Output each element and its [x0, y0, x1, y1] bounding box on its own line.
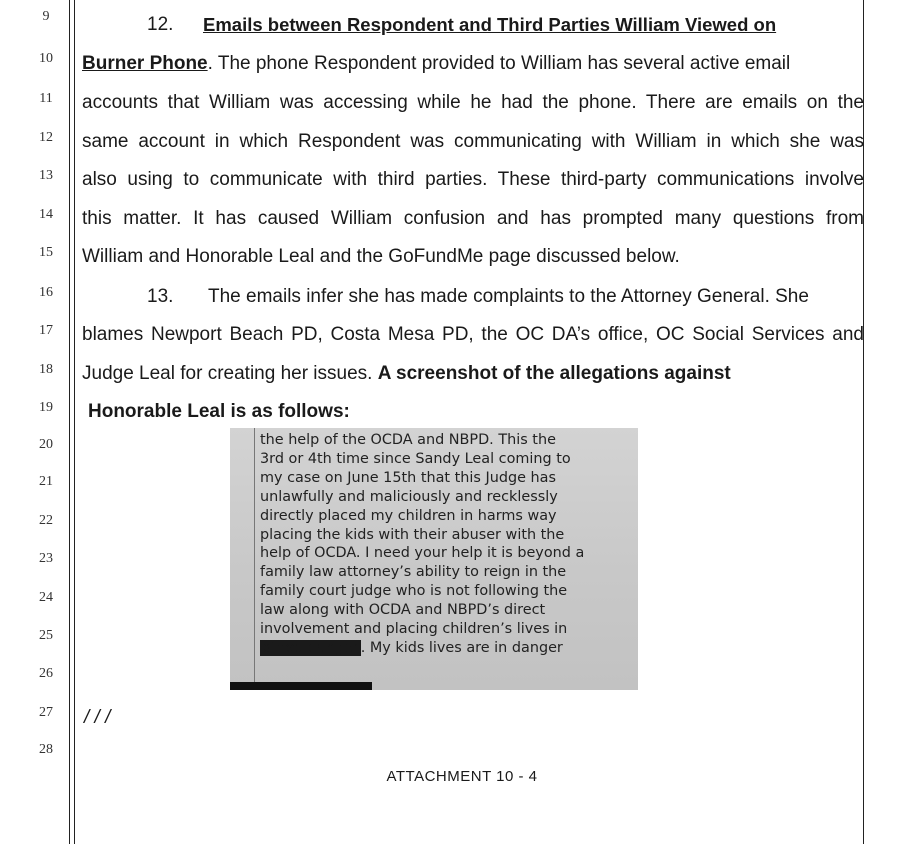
left-margin-rule-inner — [74, 0, 75, 844]
line-number: 16 — [39, 285, 53, 300]
line-number: 24 — [39, 590, 53, 605]
para13-line — [82, 363, 864, 385]
para12-number: 12. — [147, 14, 174, 35]
line-number: 25 — [39, 628, 53, 643]
line-number: 28 — [39, 742, 53, 757]
para13-number: 13. — [147, 286, 174, 307]
line-number: 26 — [39, 666, 53, 681]
screenshot-line: law along with OCDA and NBPD’s direct — [260, 602, 546, 619]
screenshot-line: 3rd or 4th time since Sandy Leal coming to — [260, 450, 571, 467]
para12-line — [82, 53, 864, 75]
para13-text: Judge Leal for creating her issues. — [82, 363, 378, 384]
line-number: 17 — [39, 323, 53, 338]
line-number: 23 — [39, 551, 53, 566]
screenshot-line: help of OCDA. I need your help it is beyond a — [260, 545, 585, 562]
screenshot-line: family court judge who is not following the — [260, 583, 568, 600]
para12-text: . The phone Respondent provided to William has several active email — [207, 53, 791, 74]
para12-heading-cont: Burner Phone — [82, 53, 208, 74]
line-number: 22 — [39, 513, 53, 528]
para12-line: William and Honorable Leal and the GoFundMe page discussed below. — [82, 246, 680, 267]
email-screenshot-image — [230, 428, 638, 690]
para12-line: this matter. It has caused William confusion and has prompted many questions from — [82, 208, 864, 229]
screenshot-line: the help of the OCDA and NBPD. This the — [260, 432, 556, 448]
line-number: 11 — [39, 91, 53, 106]
para12-line: also using to communicate with third parties. These third-party communications involve — [82, 169, 864, 190]
para12-line: same account in which Respondent was communicating with William in which she was — [82, 131, 864, 152]
line-number: 12 — [39, 130, 53, 145]
line-number: 15 — [39, 245, 53, 260]
line-number: 10 — [39, 51, 53, 66]
screenshot-line: placing the kids with their abuser with the — [260, 526, 565, 543]
continuation-marks: / / / — [84, 707, 111, 728]
line-number: 27 — [39, 705, 53, 720]
attachment-footer: ATTACHMENT 10 - 4 — [386, 768, 538, 785]
screenshot-line: my case on June 15th that this Judge has — [260, 469, 556, 486]
line-number: 9 — [42, 9, 50, 24]
redaction-bar — [230, 682, 372, 690]
left-margin-rule-outer — [69, 0, 70, 844]
screenshot-line-last — [260, 639, 635, 658]
line-number: 19 — [39, 400, 53, 415]
para13-line: blames Newport Beach PD, Costa Mesa PD, the OC DA’s office, OC Social Services and — [82, 324, 864, 345]
line-number: 13 — [39, 168, 53, 183]
screenshot-line: family law attorney’s ability to reign in the — [260, 564, 567, 581]
para13-text: The emails infer she has made complaints to the Attorney General. She — [208, 286, 809, 307]
para13-bold-text: A screenshot of the allegations against — [377, 363, 731, 384]
screenshot-text — [260, 431, 635, 658]
line-number: 14 — [39, 207, 53, 222]
line-number: 21 — [39, 474, 53, 489]
screenshot-line: involvement and placing children’s lives in — [260, 621, 568, 638]
screenshot-line: directly placed my children in harms way — [260, 507, 557, 524]
para12-line: accounts that William was accessing while he had the phone. There are emails on the — [82, 92, 864, 113]
para12-heading: Emails between Respondent and Third Parties William Viewed on — [203, 14, 777, 35]
redacted-text: direct danger — [262, 639, 359, 656]
screenshot-quote-rule — [254, 428, 255, 690]
screenshot-text-end: . My kids lives are in danger — [360, 639, 563, 656]
screenshot-line: unlawfully and maliciously and recklessly — [260, 488, 558, 505]
line-number: 20 — [39, 437, 53, 452]
para13-bold-line: Honorable Leal is as follows: — [88, 401, 350, 422]
line-number: 18 — [39, 362, 53, 377]
